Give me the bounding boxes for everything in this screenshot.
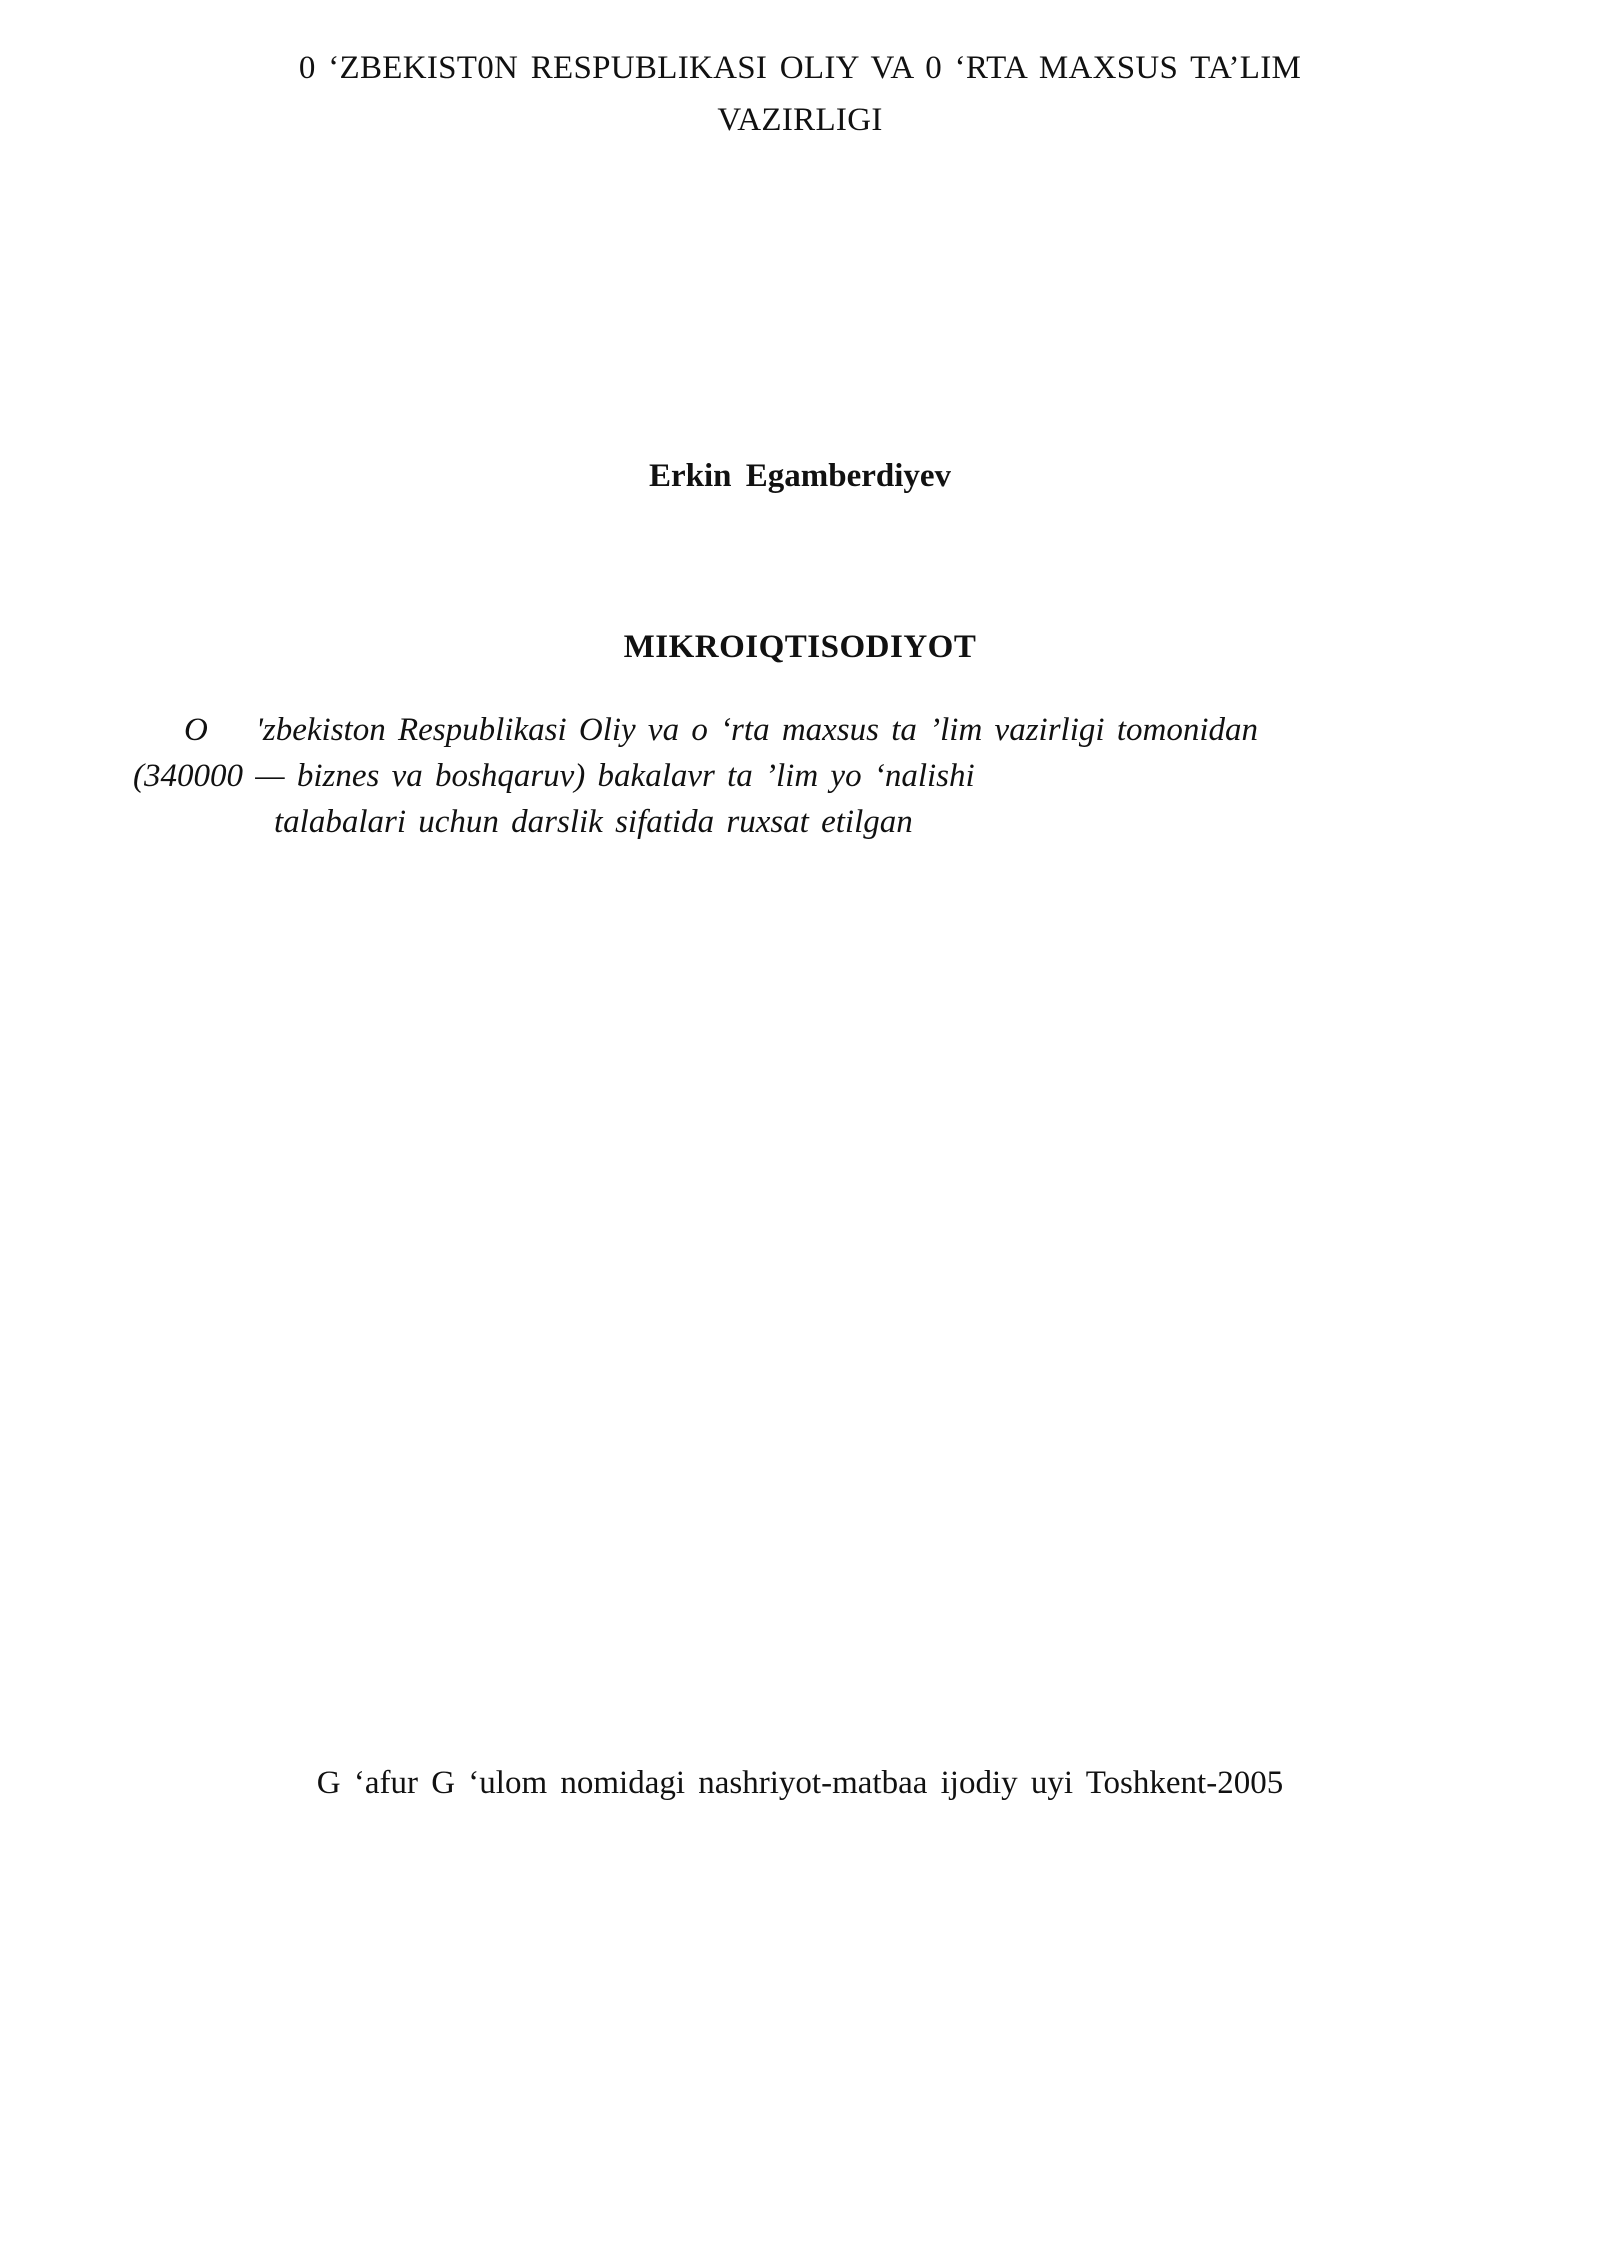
approval-line-2: (340000 — biznes va boshqaruv) bakalavr ta ’lim yo ‘nalishi <box>133 758 975 794</box>
ministry-name-line-1: 0 ‘ZBEKIST0N RESPUBLIKASI OLIY VA 0 ‘RTA MAXSUS TA’LIM <box>298 50 1302 86</box>
approval-line-1-lead: O <box>184 712 208 748</box>
approval-line-1 <box>184 714 1258 747</box>
author-name: Erkin Egamberdiyev <box>648 458 952 494</box>
approval-line-3: talabalari uchun darslik sifatida ruxsat etilgan <box>274 804 913 840</box>
book-title: MIKROIQTISODIYOT <box>623 629 977 665</box>
approval-line-1-rest: 'zbekiston Respublikasi Oliy va o ‘rta maxsus ta ’lim vazirligi tomonidan <box>255 712 1258 748</box>
publisher-imprint: G ‘afur G ‘ulom nomidagi nashriyot-matbaa ijodiy uyi Toshkent-2005 <box>316 1765 1284 1801</box>
ministry-name-line-2: VAZIRLIGI <box>717 102 883 138</box>
